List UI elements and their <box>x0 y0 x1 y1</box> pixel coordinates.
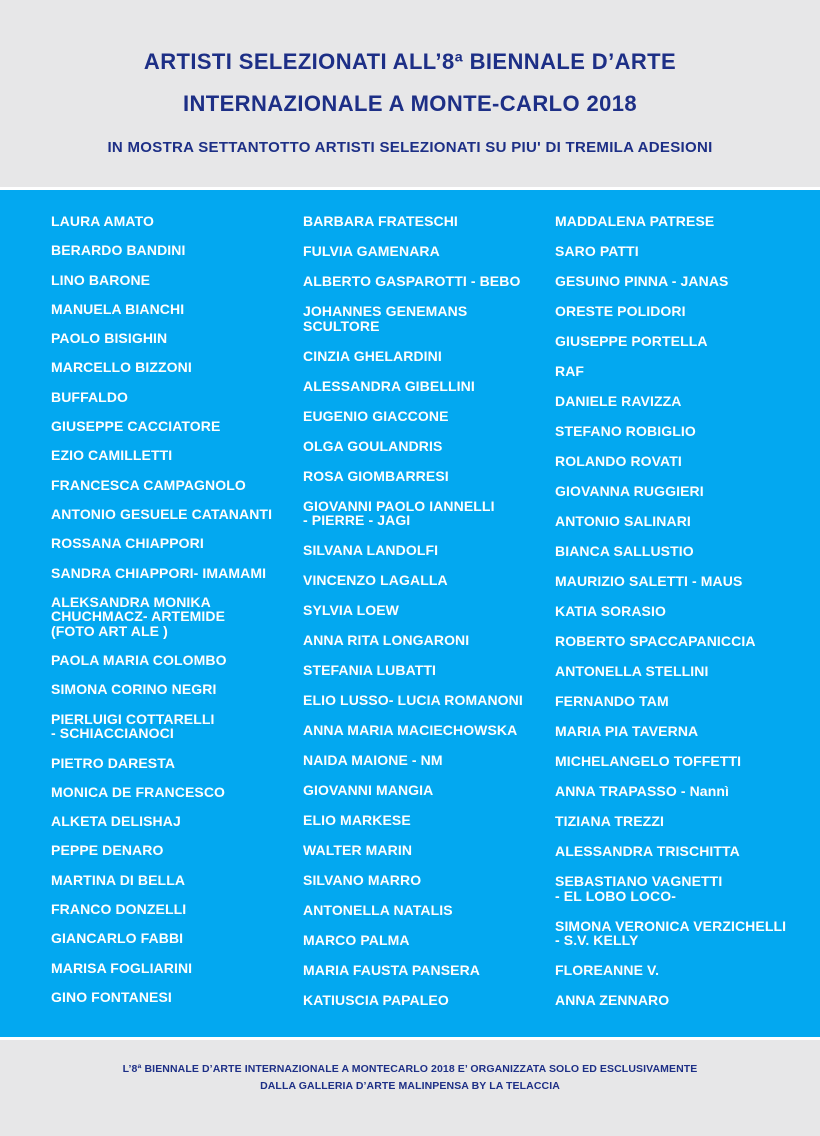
artist-name: PIERLUIGI COTTARELLI - SCHIACCIANOCI <box>51 710 215 742</box>
artist-name: ALEKSANDRA MONIKA CHUCHMACZ- ARTEMIDE (FOTO ART ALE ) <box>51 593 226 639</box>
footer-line-2: DALLA GALLERIA D’ARTE MALINPENSA BY LA TELACCIA <box>260 1080 560 1092</box>
artist-name: ANTONIO SALINARI <box>555 513 691 529</box>
artist-name: MARIA FAUSTA PANSERA <box>303 962 480 978</box>
artist-name: RAF <box>555 363 585 379</box>
artist-name: ROBERTO SPACCAPANICCIA <box>555 633 756 649</box>
artist-name: MANUELA BIANCHI <box>51 300 185 317</box>
artist-name: MICHELANGELO TOFFETTI <box>555 753 742 769</box>
artist-name: LAURA AMATO <box>51 213 154 229</box>
artist-name: KATIUSCIA PAPALEO <box>303 992 449 1008</box>
artist-name: MARISA FOGLIARINI <box>51 959 193 976</box>
artist-name: BUFFALDO <box>51 388 129 405</box>
artist-name: GIOVANNI PAOLO IANNELLI - PIERRE - JAGI <box>303 497 495 528</box>
artist-name: ALESSANDRA TRISCHITTA <box>555 843 740 859</box>
artist-name: GIUSEPPE CACCIATORE <box>51 418 221 435</box>
artist-name: FLOREANNE V. <box>555 962 660 978</box>
artist-name: SEBASTIANO VAGNETTI - EL LOBO LOCO- <box>555 873 723 904</box>
artist-name: STEFANO ROBIGLIO <box>555 423 696 439</box>
artist-name: STEFANIA LUBATTI <box>303 662 437 678</box>
artist-name: MARCO PALMA <box>303 932 410 948</box>
artist-column-2 <box>303 214 548 1023</box>
artist-name: ORESTE POLIDORI <box>555 303 686 319</box>
artist-name: SYLVIA LOEW <box>303 602 399 618</box>
artist-name: ANNA MARIA MACIECHOWSKA <box>303 722 518 738</box>
artist-name: PEPPE DENARO <box>51 842 164 859</box>
artist-name: GIUSEPPE PORTELLA <box>555 333 708 349</box>
artist-name: SARO PATTI <box>555 243 639 259</box>
artist-name: FRANCESCA CAMPAGNOLO <box>51 476 246 493</box>
artist-name: JOHANNES GENEMANS SCULTORE <box>303 303 468 334</box>
artist-name: BARBARA FRATESCHI <box>303 213 458 229</box>
artist-name: MONICA DE FRANCESCO <box>51 783 226 800</box>
artist-name: BERARDO BANDINI <box>51 242 186 259</box>
footer-note <box>0 1061 820 1095</box>
artist-name: GIOVANNA RUGGIERI <box>555 483 704 499</box>
artist-name: NAIDA MAIONE - NM <box>303 752 443 768</box>
artist-name: ANTONELLA NATALIS <box>303 902 453 918</box>
artist-column-3 <box>555 214 805 1023</box>
artist-name: OLGA GOULANDRIS <box>303 437 443 454</box>
page-title-line-1: ARTISTI SELEZIONATI ALL’8ª BIENNALE D’ARTE <box>143 49 677 74</box>
artist-name: ROSA GIOMBARRESI <box>303 467 449 484</box>
artist-name: ROLANDO ROVATI <box>555 453 682 469</box>
artist-name: GINO FONTANESI <box>51 988 172 1005</box>
artist-name: ALBERTO GASPAROTTI - BEBO <box>303 273 521 289</box>
artist-name: MARIA PIA TAVERNA <box>555 723 699 739</box>
artist-name: ALKETA DELISHAJ <box>51 813 181 830</box>
artist-name: MARCELLO BIZZONI <box>51 359 192 376</box>
artist-name: EUGENIO GIACCONE <box>303 407 449 424</box>
artist-name: MADDALENA PATRESE <box>555 213 715 229</box>
footer-line-1: L’8ª BIENNALE D’ARTE INTERNAZIONALE A MONTECARLO 2018 E’ ORGANIZZATA SOLO ED ESCLUSIVAMENTE <box>122 1063 698 1075</box>
artist-column-1 <box>51 214 291 1019</box>
artist-name: SIMONA CORINO NEGRI <box>51 681 217 698</box>
artist-name: ELIO LUSSO- LUCIA ROMANONI <box>303 692 523 708</box>
artist-name: FULVIA GAMENARA <box>303 243 440 259</box>
artist-name: MARTINA DI BELLA <box>51 871 186 888</box>
artist-name: ANNA TRAPASSO - Nannì <box>555 783 729 799</box>
artist-name: PAOLA MARIA COLOMBO <box>51 652 227 669</box>
artist-list-panel <box>0 190 820 1037</box>
artist-name: MAURIZIO SALETTI - MAUS <box>555 573 743 589</box>
artist-name: SILVANO MARRO <box>303 872 422 888</box>
artist-name: GESUINO PINNA - JANAS <box>555 273 729 289</box>
bottom-divider <box>0 1037 820 1040</box>
artist-name: ANNA RITA LONGARONI <box>303 632 470 648</box>
artist-name: FERNANDO TAM <box>555 693 669 709</box>
artist-name: EZIO CAMILLETTI <box>51 447 173 464</box>
page-title-line-2: INTERNAZIONALE A MONTE-CARLO 2018 <box>182 91 638 116</box>
artist-name: SILVANA LANDOLFI <box>303 542 439 558</box>
page-header <box>0 0 820 188</box>
artist-name: PAOLO BISIGHIN <box>51 330 168 347</box>
artist-name: ELIO MARKESE <box>303 812 411 828</box>
artist-name: GIOVANNI MANGIA <box>303 782 434 798</box>
artist-name: WALTER MARIN <box>303 842 413 858</box>
artist-name: PIETRO DARESTA <box>51 754 176 771</box>
artist-name: SIMONA VERONICA VERZICHELLI - S.V. KELLY <box>555 917 787 948</box>
artist-name: FRANCO DONZELLI <box>51 901 187 918</box>
artist-name: ROSSANA CHIAPPORI <box>51 535 204 552</box>
artist-name: SANDRA CHIAPPORI- IMAMAMI <box>51 564 267 581</box>
artist-name: ANNA ZENNARO <box>555 992 670 1008</box>
page-subtitle: IN MOSTRA SETTANTOTTO ARTISTI SELEZIONATI SU PIU' DI TREMILA ADESIONI <box>107 139 713 156</box>
artist-name: GIANCARLO FABBI <box>51 930 184 947</box>
artist-name: CINZIA GHELARDINI <box>303 347 442 364</box>
artist-name: KATIA SORASIO <box>555 603 666 619</box>
artist-name: DANIELE RAVIZZA <box>555 393 682 409</box>
artist-name: ANTONIO GESUELE CATANANTI <box>51 505 273 522</box>
artist-name: LINO BARONE <box>51 271 151 288</box>
artist-name: BIANCA SALLUSTIO <box>555 543 694 559</box>
artist-name: VINCENZO LAGALLA <box>303 572 448 588</box>
artist-name: ANTONELLA STELLINI <box>555 663 709 679</box>
artist-name: ALESSANDRA GIBELLINI <box>303 377 475 394</box>
artist-name: TIZIANA TREZZI <box>555 813 664 829</box>
